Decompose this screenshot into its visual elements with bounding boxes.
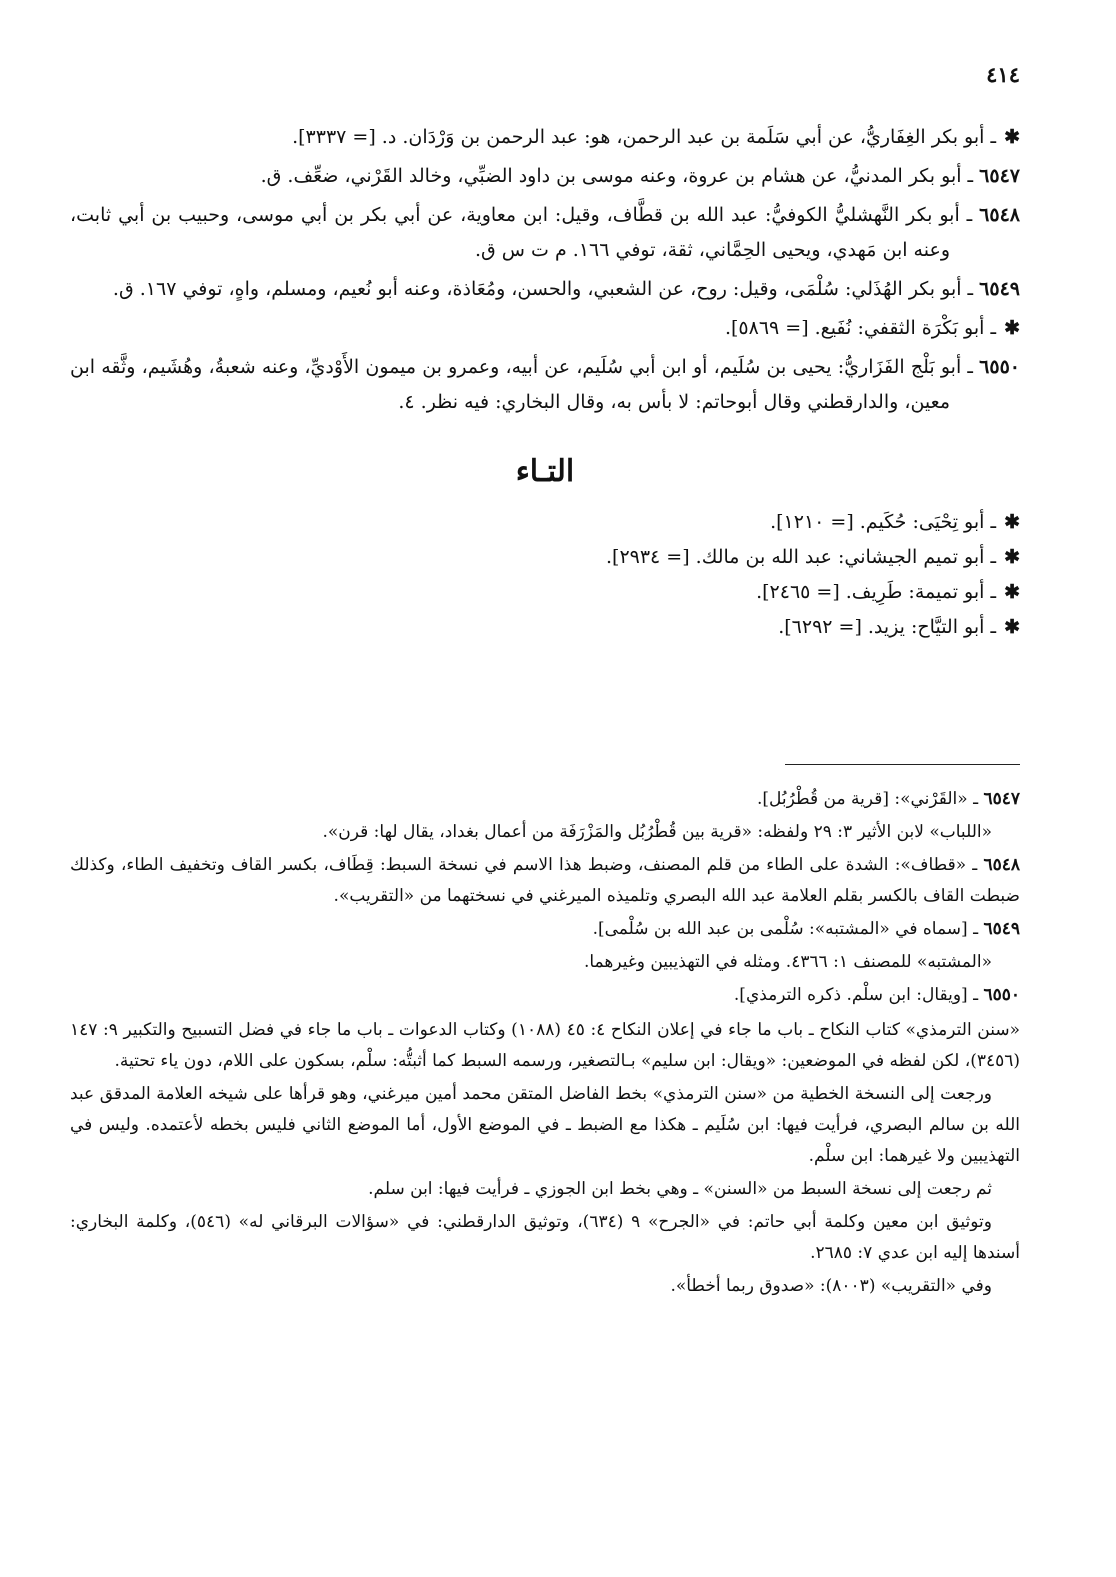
entry-text: ـ أبو تميم الجيشاني: عبد الله بن مالك. [= ٢٩٣٤]. xyxy=(605,546,997,568)
document-page xyxy=(70,0,1020,1577)
footnote-heading xyxy=(70,784,1020,815)
entry-number: ٦٥٥٠ xyxy=(979,356,1020,378)
asterisk-icon: ✱ xyxy=(1004,546,1020,568)
footnote-text: ـ [ويقال: ابن سلْم. ذكره الترمذي]. xyxy=(733,985,979,1005)
footnote-paragraph: ثم رجعت إلى نسخة السبط من «السنن» ـ وهي بخط ابن الجوزي ـ فرأيت فيها: ابن سلم. xyxy=(368,1179,992,1199)
entry-number: ٦٥٤٧ xyxy=(979,165,1020,187)
footnote-paragraph: ورجعت إلى النسخة الخطية من «سنن الترمذي» بخط الفاضل المتقن محمد أمين ميرغني، وهو قرأها على شيخه العلامة المدقق عبد الله بن سالم البصري، فرأيت فيها: ابن سُلَيم ـ هكذا مع الضبط ـ في الموضع الأول، أما الموضع الثاني فليس بخطه لأعتمده. وليس في التهذيبين ولا غيرهما: ابن سلْم. xyxy=(70,1084,1020,1166)
footnote-number: ٦٥٤٩ xyxy=(983,919,1020,939)
footnote-paragraph: وتوثيق ابن معين وكلمة أبي حاتم: في «الجرح» ٩ (٦٣٤)، وتوثيق الدارقطني: في «سؤالات البرقاني له» (٥٤٦)، وكلمة البخاري: أسندها إليه ابن عدي ٧: ٢٦٨٥. xyxy=(70,1212,1020,1263)
entry-text: ـ أبو بَكْرَة الثقفي: نُفَيع. [= ٥٨٦٩]. xyxy=(724,317,997,339)
footnote-heading xyxy=(70,850,1020,912)
entry-number: ٦٥٤٨ xyxy=(979,204,1020,226)
footnote-body: «اللباب» لابن الأثير ٣: ٢٩ ولفظه: «قرية بين قُطْرُبُل والمَزْرَفَة من أعمال بغداد، يقال لها: قرن». xyxy=(322,822,992,842)
asterisk-icon: ✱ xyxy=(1004,511,1020,533)
numbered-entry xyxy=(70,350,1020,420)
cross-reference-entry xyxy=(70,610,1020,645)
ta-cross-reference-list xyxy=(70,505,1020,645)
entry-text: ـ أبو التيَّاح: يزيد. [= ٦٢٩٢]. xyxy=(778,616,997,638)
entry-text: ـ أبو بكر النَّهشليُّ الكوفيُّ: عبد الله بن قطَّاف، وقيل: ابن معاوية، عن أبي بكر بن أبي موسى، وحبيب بن أبي ثابت، وعنه ابن مَهدي، ويحيى الحِمَّاني، ثقة، توفي ١٦٦. م ت س ق. xyxy=(70,204,973,261)
cross-reference-entry xyxy=(70,540,1020,575)
footnotes-section xyxy=(70,784,1020,1304)
entry-text: ـ أبو بَلْج الفَزَاريُّ: يحيى بن سُلَيم، أو ابن أبي سُلَيم، عن أبيه، وعمرو بن ميمون الأَوْديِّ، وعنه شعبةُ، وهُشَيم، وثَّقه ابن معين، والدارقطني وقال أبوحاتم: لا بأس به، وقال البخاري: فيه نظر. ٤. xyxy=(70,356,973,413)
numbered-entry xyxy=(70,159,1020,194)
numbered-entry xyxy=(70,272,1020,307)
footnote-text: ـ [سماه في «المشتبه»: سُلْمى بن عبد الله بن سُلْمى]. xyxy=(592,919,979,939)
entry-text: ـ أبو تِحْيَى: حُكَيم. [= ١٢١٠]. xyxy=(770,511,997,533)
footnote-divider xyxy=(785,764,1020,765)
entry-text: ـ أبو بكر الغِفَاريُّ، عن أبي سَلَمة بن عبد الرحمن، هو: عبد الرحمن بن وَرْدَان. د. [= ٣٣٣٧]. xyxy=(292,126,997,148)
asterisk-icon: ✱ xyxy=(1004,581,1020,603)
footnote-number: ٦٥٤٧ xyxy=(983,789,1020,809)
entry-text: ـ أبو بكر المدنيُّ، عن هشام بن عروة، وعنه موسى بن داود الضبِّي، وخالد القَرْني، ضعِّف. ق. xyxy=(260,165,974,187)
footnote-number: ٦٥٤٨ xyxy=(983,855,1020,875)
entry-text: ـ أبو بكر الهُذَلي: سُلْمَى، وقيل: روح، عن الشعبي، والحسن، ومُعَاذة، وعنه أبو نُعيم، ومسلم، واهٍ، توفي ١٦٧. ق. xyxy=(112,278,974,300)
cross-reference-entry xyxy=(70,575,1020,610)
footnote-number: ٦٥٥٠ xyxy=(983,985,1020,1005)
cross-reference-entry xyxy=(70,120,1020,155)
cross-reference-entry xyxy=(70,311,1020,346)
biography-entries xyxy=(70,120,1020,645)
footnote-heading xyxy=(70,980,1020,1011)
footnote-text: ـ «قطاف»: الشدة على الطاء من قلم المصنف، وضبط هذا الاسم في نسخة السبط: قِطَاف، بكسر القاف وتخفيف الطاء، وكذلك ضبطت القاف بالكسر بقلم العلامة عبد الله البصري وتلميذه الميرغني في نسختهما من «التقريب». xyxy=(70,855,1020,906)
asterisk-icon: ✱ xyxy=(1004,126,1020,148)
cross-reference-entry xyxy=(70,505,1020,540)
footnote-text: ـ «القَرْني»: [قرية من قُطْرُبُل]. xyxy=(757,789,979,809)
footnote-body: «المشتبه» للمصنف ١: ٤٣٦٦. ومثله في التهذيبين وغيرهما. xyxy=(583,952,992,972)
numbered-entry xyxy=(70,198,1020,268)
footnote-paragraph: وفي «التقريب» (٨٠٠٣): «صدوق ربما أخطأ». xyxy=(670,1276,992,1296)
footnote-heading xyxy=(70,914,1020,945)
asterisk-icon: ✱ xyxy=(1004,616,1020,638)
footnote-paragraph: «سنن الترمذي» كتاب النكاح ـ باب ما جاء في إعلان النكاح ٤: ٤٥ (١٠٨٨) وكتاب الدعوات ـ باب ما جاء في فضل التسبيح والتكبير ٩: ١٤٧ (٣٤٥٦)، لكن لفظه في الموضعين: «ويقال: ابن سليم» بـالتصغير، ورسمه السبط كما أثبتُّه: سلْم، بسكون على اللام، دون ياء تحتية. xyxy=(70,1020,1020,1071)
entry-number: ٦٥٤٩ xyxy=(979,278,1020,300)
asterisk-icon: ✱ xyxy=(1004,317,1020,339)
page-number: ٤١٤ xyxy=(986,62,1020,87)
section-heading: التـاء xyxy=(515,454,575,489)
entry-text: ـ أبو تميمة: طَرِيف. [= ٢٤٦٥]. xyxy=(756,581,997,603)
